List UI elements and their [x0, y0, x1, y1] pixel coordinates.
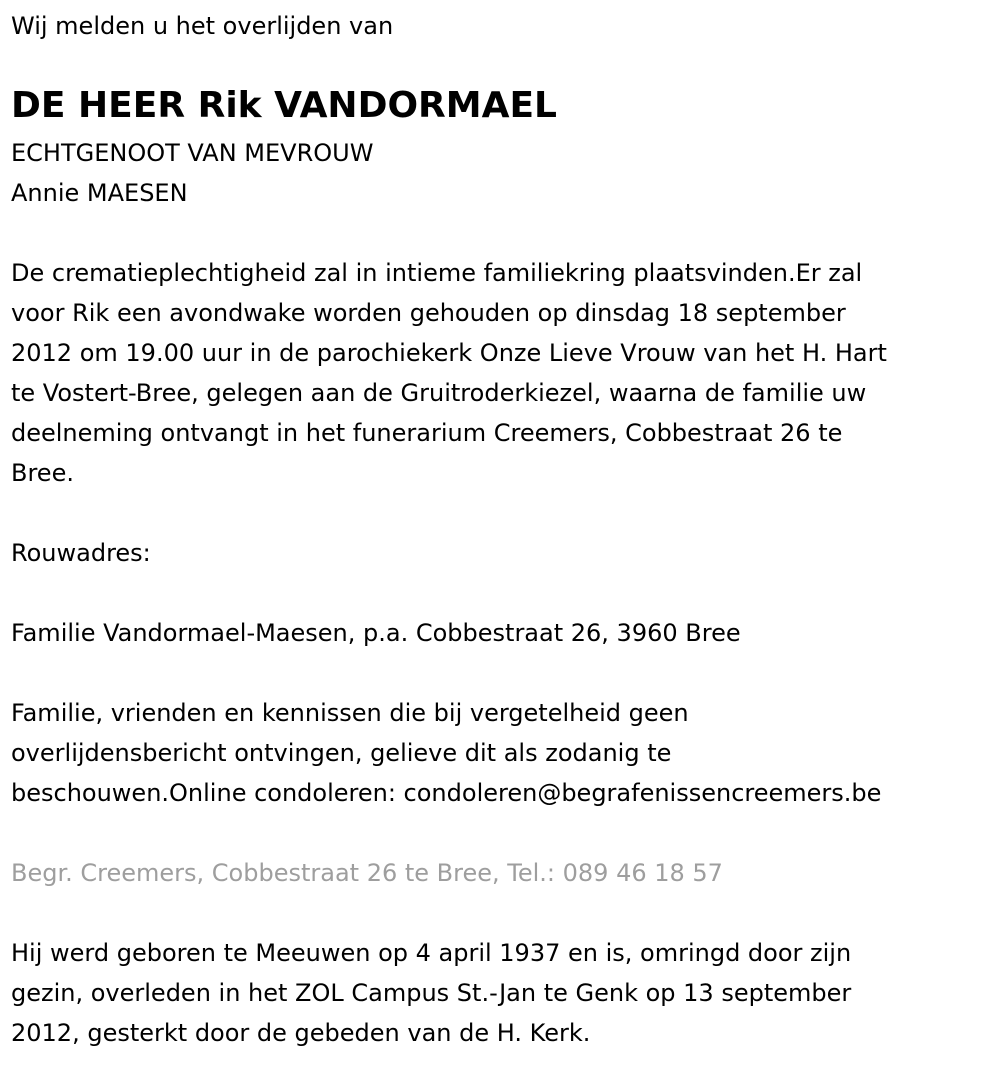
paragraph-line: te Vostert-Bree, gelegen aan de Gruitroderkiezel, waarna de familie uw: [11, 379, 867, 407]
paragraph-line: overlijdensbericht ontvingen, gelieve dit als zodanig te: [11, 739, 672, 767]
spouse-block: [11, 133, 373, 213]
spouse-label: ECHTGENOOT VAN MEVROUW: [11, 139, 374, 167]
paragraph-line: Familie, vrienden en kennissen die bij vergetelheid geen: [11, 699, 689, 727]
rouwadres-label: [11, 533, 151, 573]
paragraph-line: deelneming ontvangt in het funerarium Creemers, Cobbestraat 26 te: [11, 419, 843, 447]
rouwadres-label-text: Rouwadres:: [11, 539, 151, 567]
birth-paragraph: [11, 933, 851, 1053]
intro-text: Wij melden u het overlijden van: [11, 12, 394, 40]
deceased-prefix: DE HEER: [11, 85, 186, 126]
paragraph-line: Bree.: [11, 459, 74, 487]
funeral-home-info: [11, 853, 723, 893]
spouse-name: Annie MAESEN: [11, 179, 188, 207]
deceased-last-name: VANDORMAEL: [274, 85, 557, 126]
ceremony-paragraph: [11, 253, 887, 493]
paragraph-line: Hij werd geboren te Meeuwen op 4 april 1937 en is, omringd door zijn: [11, 939, 852, 967]
deceased-first-name: Rik: [197, 85, 262, 126]
paragraph-line: De crematieplechtigheid zal in intieme familiekring plaatsvinden.Er zal: [11, 259, 863, 287]
paragraph-line: gezin, overleden in het ZOL Campus St.-Jan te Genk op 13 september: [11, 979, 852, 1007]
deceased-name: [11, 82, 557, 130]
paragraph-line: voor Rik een avondwake worden gehouden op dinsdag 18 september: [11, 299, 846, 327]
paragraph-line: beschouwen.Online condoleren: condoleren@begrafenissencreemers.be: [11, 779, 882, 807]
rouwadres-address-text: Familie Vandormael-Maesen, p.a. Cobbestraat 26, 3960 Bree: [11, 619, 741, 647]
rouwadres-address: [11, 613, 741, 653]
paragraph-line: 2012 om 19.00 uur in de parochiekerk Onze Lieve Vrouw van het H. Hart: [11, 339, 887, 367]
notice-paragraph: [11, 693, 881, 813]
paragraph-line: 2012, gesterkt door de gebeden van de H. Kerk.: [11, 1019, 591, 1047]
funeral-home-text: Begr. Creemers, Cobbestraat 26 te Bree, Tel.: 089 46 18 57: [11, 859, 723, 887]
